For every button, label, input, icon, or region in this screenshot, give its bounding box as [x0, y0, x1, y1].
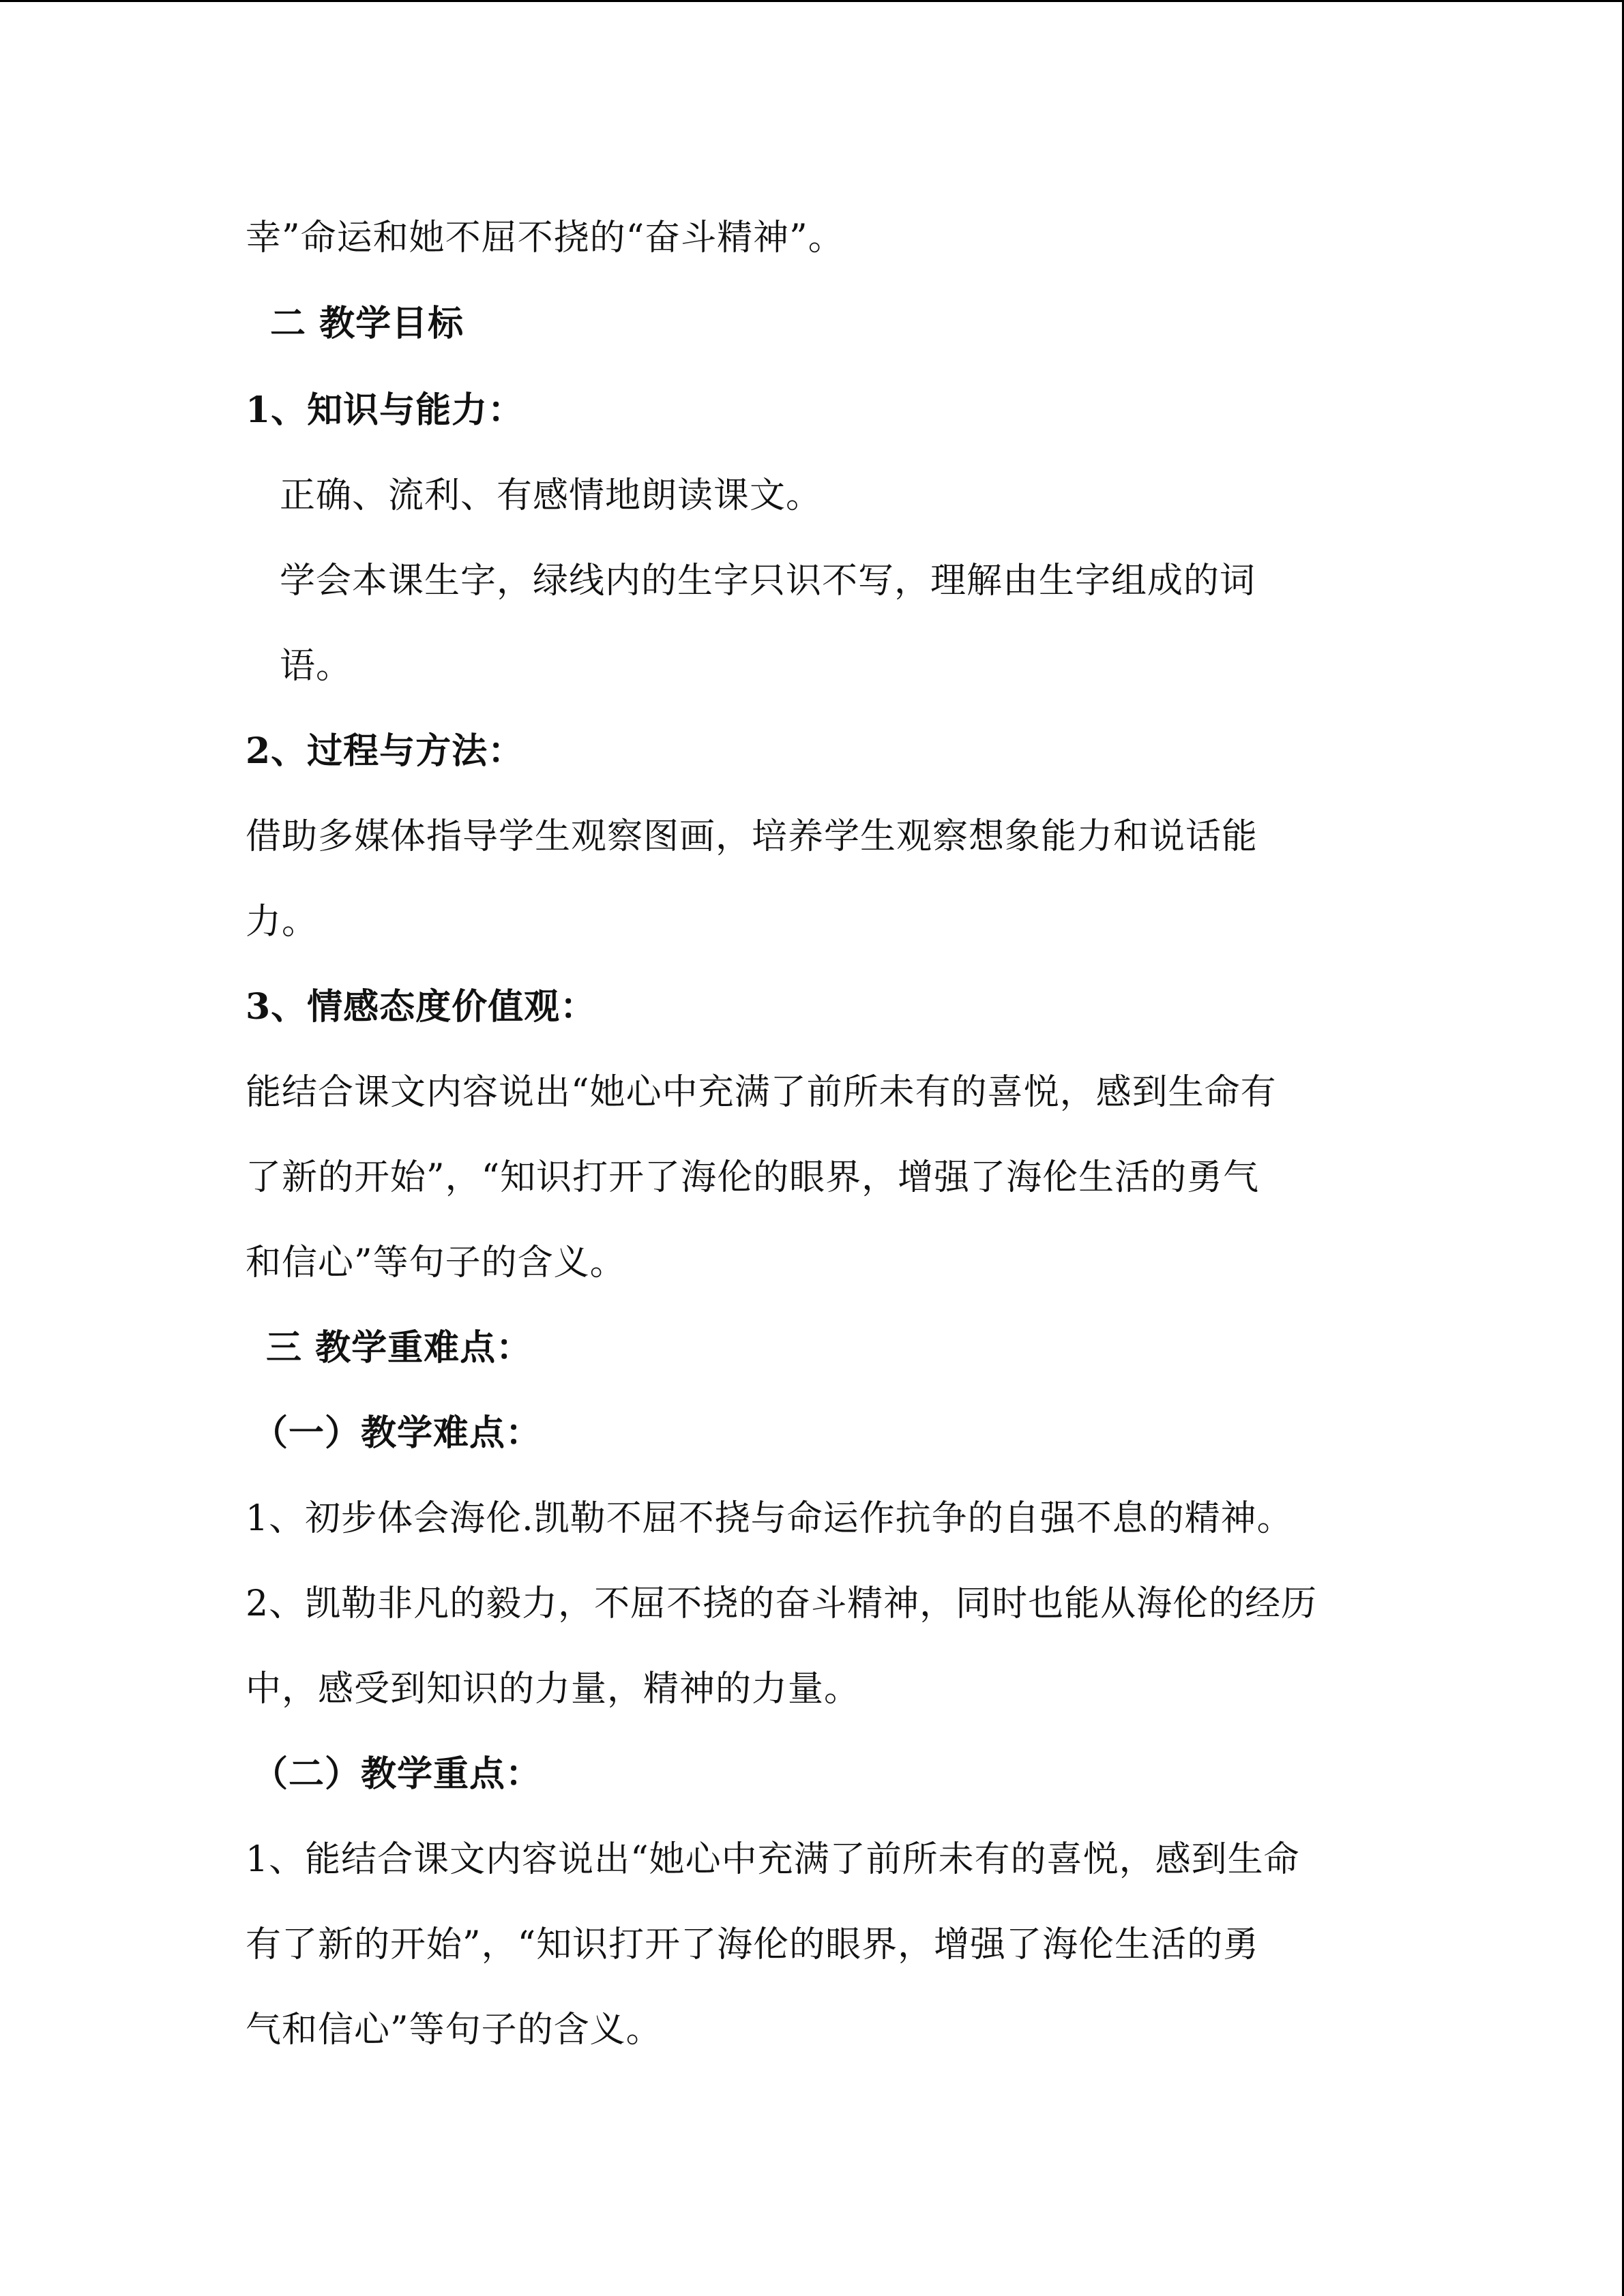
paragraph-line: 1、初步体会海伦.凯勒不屈不挠与命运作抗争的自强不息的精神。 — [246, 1498, 1293, 1539]
paragraph-line: 1、能结合课文内容说出“她心中充满了前所未有的喜悦，感到生命 — [246, 1839, 1300, 1880]
paragraph-line: 学会本课生字，绿线内的生字只识不写，理解由生字组成的词 — [280, 561, 1256, 601]
section-heading-teaching-goals: 二 教学目标 — [270, 303, 464, 344]
paragraph-line: 能结合课文内容说出“她心中充满了前所未有的喜悦，感到生命有 — [246, 1072, 1277, 1113]
subheading-emotion-values: 3、情感态度价值观： — [246, 986, 597, 1028]
paragraph-line: 了新的开始”，“知识打开了海伦的眼界，增强了海伦生活的勇气 — [246, 1157, 1260, 1198]
paragraph-line: 幸”命运和她不屈不挠的“奋斗精神”。 — [246, 218, 844, 258]
paragraph-line: 气和信心”等句子的含义。 — [246, 2010, 662, 2051]
subheading-process-method: 2、过程与方法： — [246, 730, 525, 772]
subheading-key-points: （二）教学重点： — [252, 1753, 542, 1795]
paragraph-line: 2、凯勒非凡的毅力，不屈不挠的奋斗精神，同时也能从海伦的经历 — [246, 1583, 1318, 1624]
paragraph-line: 和信心”等句子的含义。 — [246, 1242, 626, 1283]
paragraph-line: 中，感受到知识的力量，精神的力量。 — [246, 1669, 861, 1710]
paragraph-line: 借助多媒体指导学生观察图画，培养学生观察想象能力和说话能 — [246, 816, 1258, 857]
paragraph-line: 有了新的开始”，“知识打开了海伦的眼界，增强了海伦生活的勇 — [246, 1924, 1260, 1965]
section-heading-key-difficult-points: 三 教学重难点： — [266, 1327, 533, 1369]
paragraph-line: 正确、流利、有感情地朗读课文。 — [280, 475, 823, 516]
subheading-difficult-points: （一）教学难点： — [252, 1412, 542, 1454]
paragraph-line: 力。 — [246, 901, 319, 942]
paragraph-line: 语。 — [280, 646, 353, 687]
page-top-border — [0, 0, 1624, 2]
subheading-knowledge-ability: 1、知识与能力： — [246, 389, 525, 431]
